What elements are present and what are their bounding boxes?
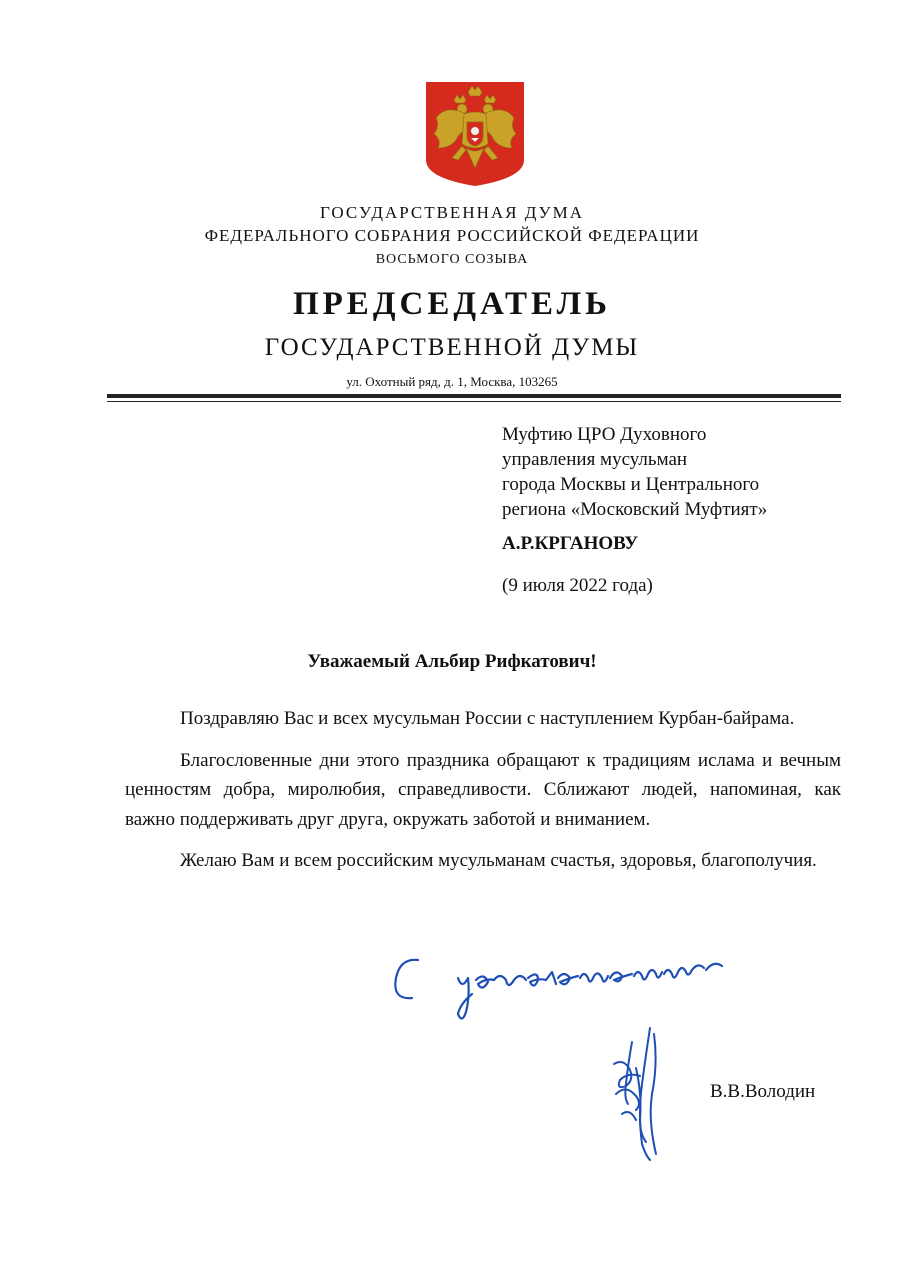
letterhead-subtitle: ГОСУДАРСТВЕННОЙ ДУМЫ: [264, 334, 640, 361]
body-paragraph: Благословенные дни этого праздника обращают к традициям ислама и вечным ценностям добра, миролюбия, справедливости. Сближают людей, напоминая, как важно поддерживать друг друга, окружать заботой и вниманием.: [125, 749, 841, 830]
body-paragraph: Поздравляю Вас и всех мусульман России с наступлением Курбан-байрама.: [180, 708, 795, 729]
signatory-name: В.В.Володин: [710, 1081, 816, 1102]
body-paragraph: Желаю Вам и всем российским мусульманам счастья, здоровья, благополучия.: [180, 850, 817, 871]
handwritten-closing: [388, 948, 748, 1026]
signature: [606, 1024, 670, 1164]
letterhead-address: ул. Охотный ряд, д. 1, Москва, 103265: [346, 374, 558, 389]
russian-coat-of-arms-icon: [426, 82, 524, 186]
header-divider-thick: [107, 394, 841, 398]
letterhead-line-3: ВОСЬМОГО СОЗЫВА: [375, 252, 529, 267]
addressee-line: управления мусульман: [502, 449, 688, 470]
letterhead-line-2: ФЕДЕРАЛЬНОГО СОБРАНИЯ РОССИЙСКОЙ ФЕДЕРАЦИИ: [204, 226, 700, 245]
addressee-line: города Москвы и Центрального: [502, 474, 760, 495]
letter-date: (9 июля 2022 года): [502, 575, 653, 596]
addressee-block: [502, 422, 862, 522]
addressee-line: региона «Московский Муфтият»: [502, 499, 768, 520]
addressee-line: Муфтию ЦРО Духовного: [502, 424, 707, 445]
salutation: Уважаемый Альбир Рифкатович!: [307, 651, 597, 672]
header-divider-thin: [107, 401, 841, 402]
recipient-name: А.Р.КРГАНОВУ: [502, 533, 639, 554]
letterhead-title: ПРЕДСЕДАТЕЛЬ: [292, 286, 611, 322]
letterhead-line-1: ГОСУДАРСТВЕННАЯ ДУМА: [320, 203, 584, 222]
letter-body: [125, 704, 841, 888]
